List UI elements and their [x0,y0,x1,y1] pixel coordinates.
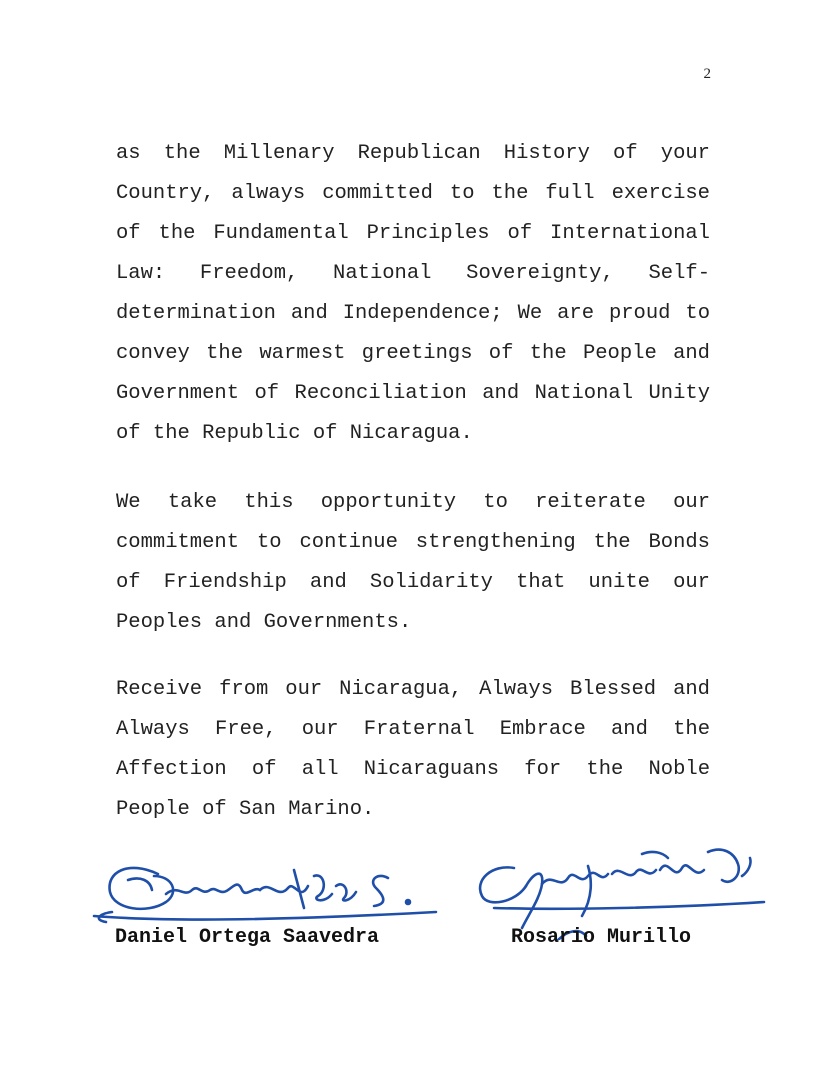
body-paragraph: Receive from our Nicaragua, Always Blessed and Always Free, our Fraternal Embrace and the Affection of all Nicaraguans for the Noble People of San Marino. [116,678,710,821]
signature-murillo [472,836,768,940]
signatory-name-ortega: Daniel Ortega Saavedra [115,926,380,949]
signature-block [0,836,825,966]
body-paragraph: as the Millenary Republican History of your Country, always committed to the full exercise of the Fundamental Principles of International Law: Freedom, National Sovereignty, Self-determination and Independence; We are proud to convey the warmest greetings of the People and Government of Reconciliation and National Unity of the Republic of Nicaragua. [116,142,710,445]
signatory-name-murillo: Rosario Murillo [511,926,692,949]
body-paragraph: We take this opportunity to reiterate our commitment to continue strengthening the Bonds of Friendship and Solidarity that unite our Peoples and Governments. [116,491,710,634]
signature-ortega [88,850,440,930]
page-number: 2 [703,66,711,82]
